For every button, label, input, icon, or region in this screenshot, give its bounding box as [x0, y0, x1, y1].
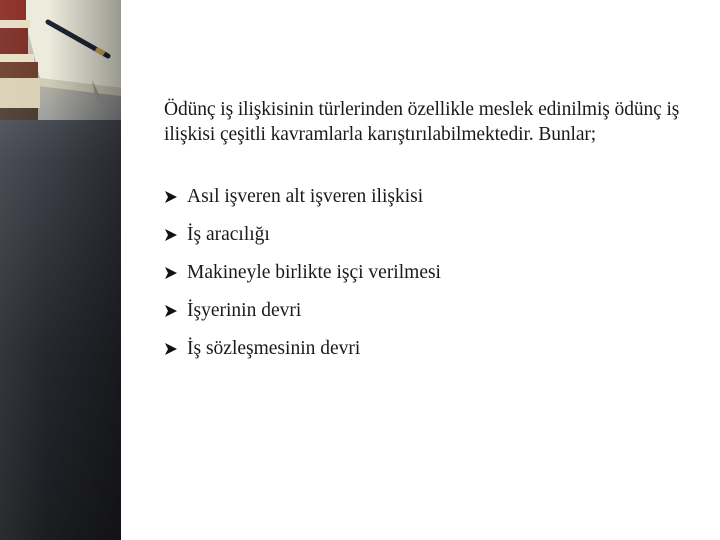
list-item	[164, 222, 684, 247]
decorative-photo-panel	[0, 0, 121, 540]
intro-paragraph: Ödünç iş ilişkisinin türlerinden özellikle meslek edinilmiş ödünç iş ilişkisi çeşitli kavramlarla karıştırılabilmektedir. Bunlar;	[164, 99, 680, 145]
list-item-text: Asıl işveren alt işveren ilişkisi	[187, 185, 424, 207]
arrow-bullet-icon	[164, 190, 178, 204]
arrow-bullet-icon	[164, 304, 178, 318]
list-item-text: İş sözleşmesinin devri	[187, 337, 361, 359]
list-item-text: İş aracılığı	[187, 223, 270, 245]
list-item	[164, 184, 684, 209]
arrow-bullet-icon	[164, 266, 178, 280]
arrow-bullet-icon	[164, 342, 178, 356]
list-item	[164, 260, 684, 285]
slide-content	[164, 97, 684, 374]
arrow-bullet-icon	[164, 228, 178, 242]
list-item-text: İşyerinin devri	[187, 299, 302, 321]
bullet-list	[164, 184, 684, 361]
list-item-text: Makineyle birlikte işçi verilmesi	[187, 261, 441, 283]
list-item	[164, 298, 684, 323]
list-item	[164, 336, 684, 361]
